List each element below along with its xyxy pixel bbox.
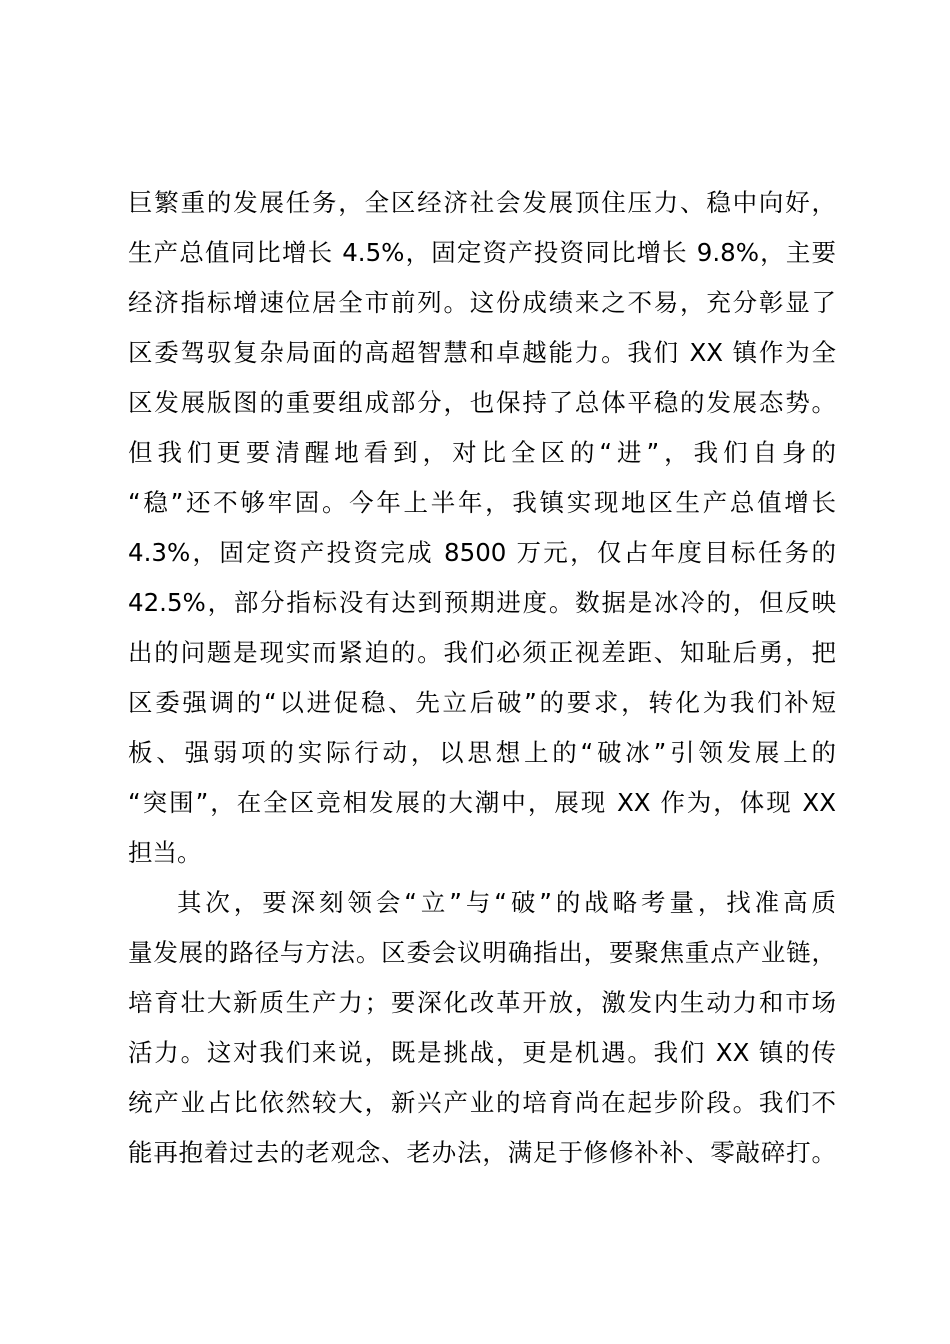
- paragraph-1-line: 区委强调的“以进促稳、先立后破”的要求，转化为我们补短: [128, 688, 836, 717]
- paragraph-2-line: 量发展的路径与方法。区委会议明确指出，要聚焦重点产业链，: [128, 938, 836, 967]
- paragraph-1-line: 板、强弱项的实际行动，以思想上的“破冰”引领发展上的: [128, 738, 836, 767]
- paragraph-2-line: 其次，要深刻领会“立”与“破”的战略考量，找准高质: [177, 888, 836, 917]
- document-body: [128, 178, 836, 1178]
- paragraph-1-line: 生产总值同比增长 4.5%，固定资产投资同比增长 9.8%，主要: [128, 238, 836, 267]
- paragraph-1-line: 区委驾驭复杂局面的高超智慧和卓越能力。我们 XX 镇作为全: [128, 338, 836, 367]
- paragraph-2-line: 培育壮大新质生产力；要深化改革开放，激发内生动力和市场: [128, 988, 836, 1017]
- paragraph-1-line: 但我们更要清醒地看到，对比全区的“进”，我们自身的: [128, 438, 836, 467]
- paragraph-1-line: 区发展版图的重要组成部分，也保持了总体平稳的发展态势。: [128, 388, 836, 417]
- paragraph-2-line: 活力。这对我们来说，既是挑战，更是机遇。我们 XX 镇的传: [128, 1038, 836, 1067]
- paragraph-2: [128, 878, 836, 1178]
- paragraph-1: [128, 178, 836, 878]
- paragraph-1-line: 出的问题是现实而紧迫的。我们必须正视差距、知耻后勇，把: [128, 638, 836, 667]
- paragraph-1-line: “突围”，在全区竞相发展的大潮中，展现 XX 作为，体现 XX: [128, 788, 836, 817]
- paragraph-1-line: 4.3%，固定资产投资完成 8500 万元，仅占年度目标任务的: [128, 538, 836, 567]
- paragraph-2-line: 统产业占比依然较大，新兴产业的培育尚在起步阶段。我们不: [128, 1088, 836, 1117]
- paragraph-1-line: “稳”还不够牢固。今年上半年，我镇实现地区生产总值增长: [128, 488, 836, 517]
- paragraph-2-line: 能再抱着过去的老观念、老办法，满足于修修补补、零敲碎打。: [128, 1138, 836, 1167]
- paragraph-1-line: 担当。: [128, 838, 202, 867]
- paragraph-1-line: 经济指标增速位居全市前列。这份成绩来之不易，充分彰显了: [128, 288, 836, 317]
- paragraph-1-line: 巨繁重的发展任务，全区经济社会发展顶住压力、稳中向好，: [128, 188, 836, 217]
- paragraph-1-line: 42.5%，部分指标没有达到预期进度。数据是冰冷的，但反映: [128, 588, 836, 617]
